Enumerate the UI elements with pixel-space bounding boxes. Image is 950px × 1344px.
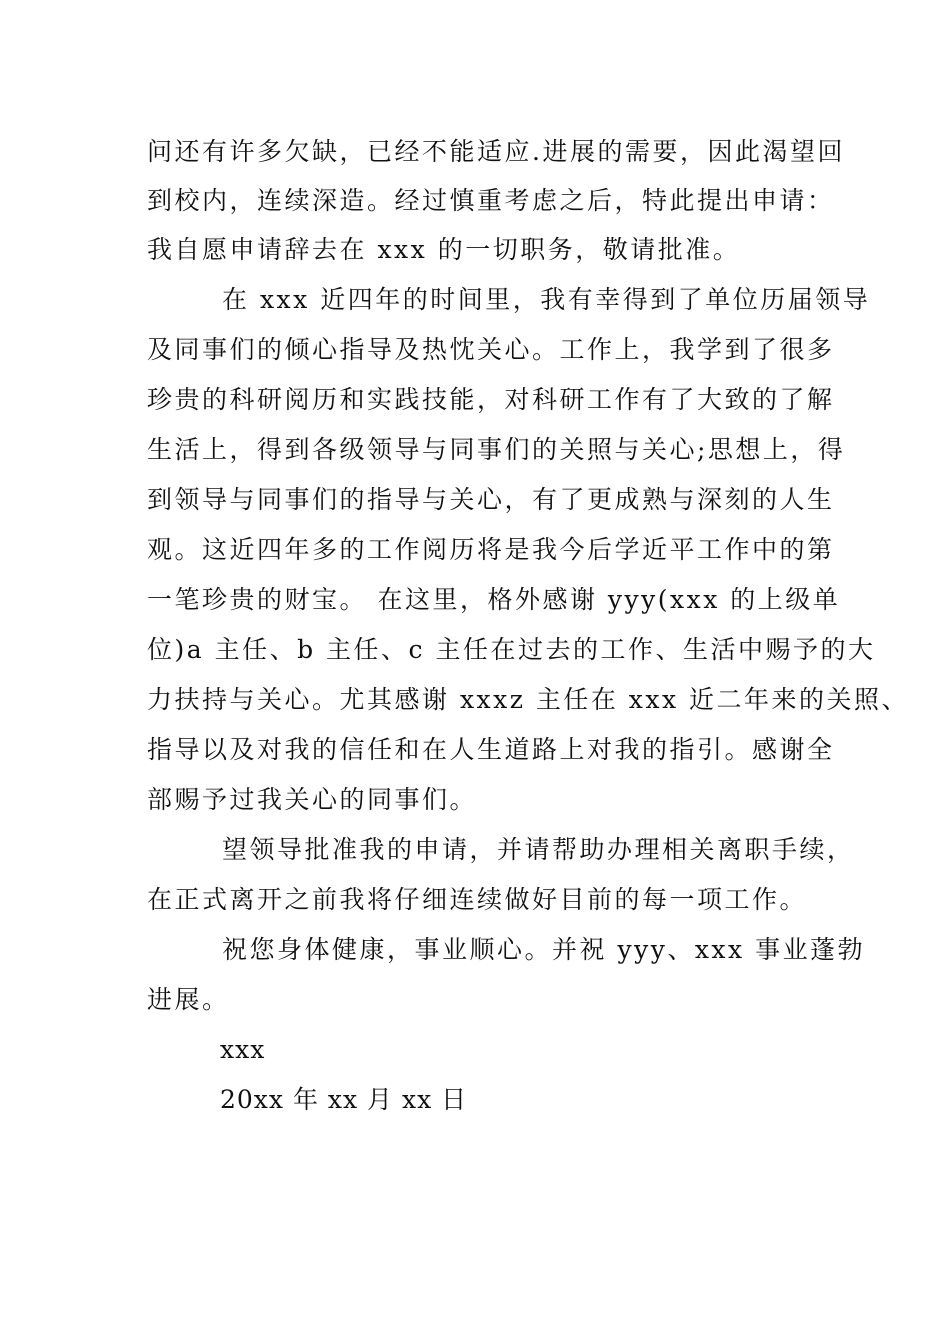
text-line: 到校内，连续深造。经过慎重考虑之后，特此提出申请： <box>147 186 835 215</box>
text-line: 部赐予过我关心的同事们。 <box>147 785 478 814</box>
paragraph-first-line: 祝您身体健康，事业顺心。并祝 yyy、xxx 事业蓬勃 <box>222 935 866 964</box>
signature-name: xxx <box>220 1035 266 1064</box>
text-line: 指导以及对我的信任和在人生道路上对我的指引。感谢全 <box>147 735 835 764</box>
text-line: 我自愿申请辞去在 xxx 的一切职务，敬请批准。 <box>147 235 741 264</box>
text-line: 力扶持与关心。尤其感谢 xxxz 主任在 xxx 近二年来的关照、 <box>147 685 910 714</box>
paragraph-first-line: 望领导批准我的申请，并请帮助办理相关离职手续， <box>222 835 855 864</box>
text-line: 观。这近四年多的工作阅历将是我今后学近平工作中的第 <box>147 535 835 564</box>
text-line: 珍贵的科研阅历和实践技能，对科研工作有了大致的了解 <box>147 385 835 414</box>
text-line: 及同事们的倾心指导及热忱关心。工作上，我学到了很多 <box>147 335 835 364</box>
text-line: 在正式离开之前我将仔细连续做好目前的每一项工作。 <box>147 885 808 914</box>
text-line: 到领导与同事们的指导与关心，有了更成熟与深刻的人生 <box>147 485 835 514</box>
text-line: 生活上，得到各级领导与同事们的关照与关心;思想上，得 <box>147 435 846 464</box>
text-line: 问还有许多欠缺，已经不能适应.进展的需要，因此渴望回 <box>147 137 845 166</box>
paragraph-first-line: 在 xxx 近四年的时间里，我有幸得到了单位历届领导 <box>222 285 871 314</box>
signature-date: 20xx 年 xx 月 xx 日 <box>220 1085 468 1114</box>
text-line: 位)a 主任、b 主任、c 主任在过去的工作、生活中赐予的大 <box>147 635 876 664</box>
text-line: 进展。 <box>147 985 230 1014</box>
text-line: 一笔珍贵的财宝。 在这里，格外感谢 yyy(xxx 的上级单 <box>147 585 841 614</box>
